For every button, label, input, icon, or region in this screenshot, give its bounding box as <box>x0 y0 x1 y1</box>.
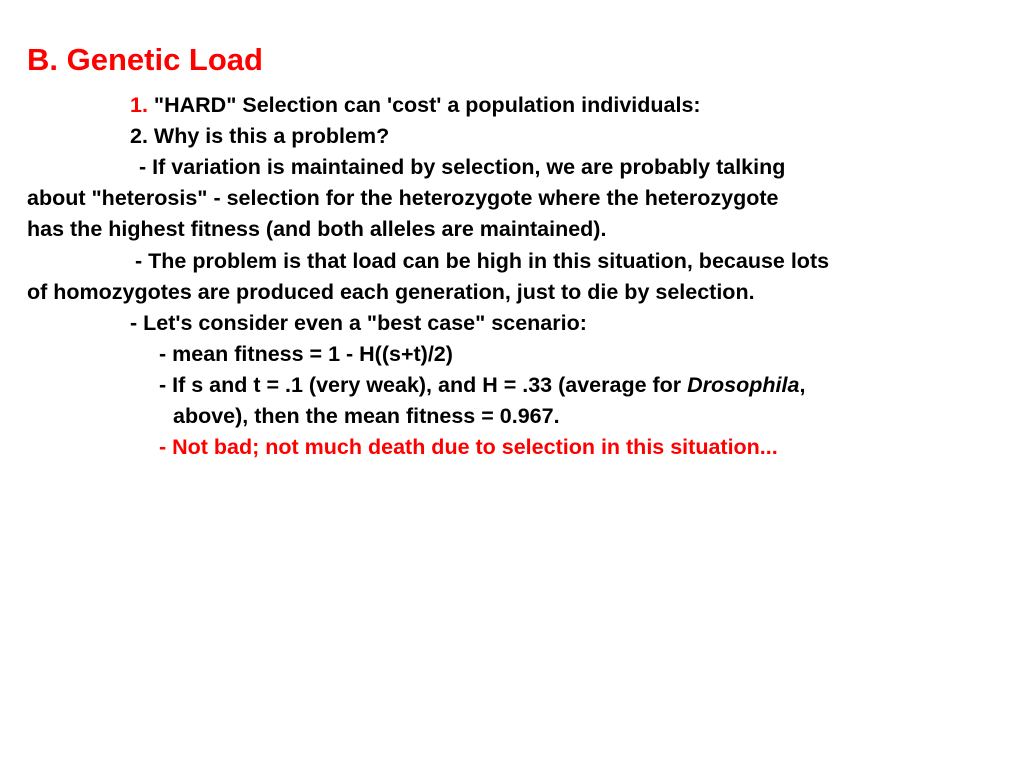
load-problem-line-1: - The problem is that load can be high in this situation, because lots <box>135 249 830 273</box>
best-case-line: - Let's consider even a "best case" scenario: <box>130 311 587 335</box>
heterosis-line-1: - If variation is maintained by selection, we are probably talking <box>139 155 786 179</box>
mean-fitness-formula: - mean fitness = 1 - H((s+t)/2) <box>159 342 453 366</box>
slide-title: B. Genetic Load <box>27 42 263 77</box>
example-line-1 <box>159 371 805 399</box>
load-problem-line-2: of homozygotes are produced each generation, just to die by selection. <box>27 280 755 304</box>
conclusion-line: - Not bad; not much death due to selection in this situation... <box>159 435 778 459</box>
point-1-number: 1. <box>130 93 148 117</box>
heterosis-line-3: has the highest fitness (and both alleles are maintained). <box>27 217 607 241</box>
point-2-line: 2. Why is this a problem? <box>130 124 390 148</box>
example-line-2: above), then the mean fitness = 0.967. <box>173 404 560 428</box>
point-1-line <box>130 91 701 119</box>
heterosis-line-2: about "heterosis" - selection for the heterozygote where the heterozygote <box>27 186 779 210</box>
example-line-1-post: , <box>799 373 806 397</box>
example-line-1-pre: - If s and t = .1 (very weak), and H = .33 (average for <box>159 373 688 397</box>
point-1-text: "HARD" Selection can 'cost' a population individuals: <box>147 93 701 117</box>
species-name: Drosophila <box>687 373 800 397</box>
